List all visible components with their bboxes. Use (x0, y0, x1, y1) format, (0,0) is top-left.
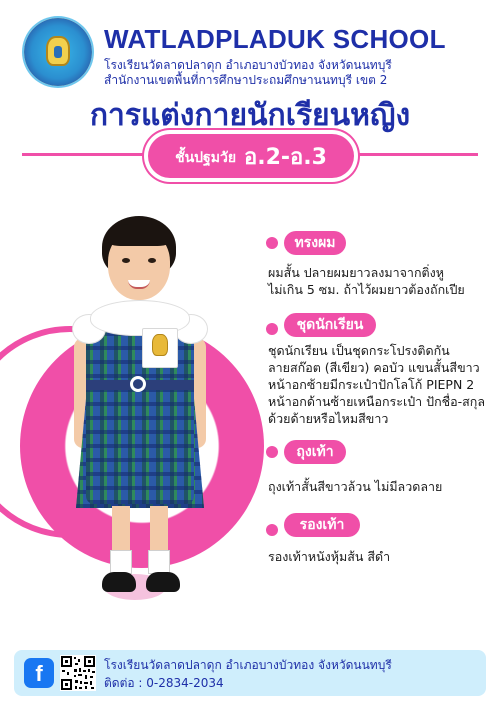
black-shoe-left (102, 572, 136, 592)
text-line: ผมสั้น ปลายผมยาวลงมาจากติ่งหู (268, 265, 444, 280)
level-banner-prefix: ชั้นปฐมวัย (175, 150, 237, 166)
text-line: รองเท้าหนังหุ้มส้น สีดำ (268, 549, 391, 564)
text-line: หน้าอกด้านซ้ายเหนือกระเป๋า ปักชื่อ-สกุล (268, 394, 486, 409)
section-label-hair: ทรงผม (284, 231, 346, 255)
section-text-hair (268, 264, 465, 298)
bullet-dot-icon (266, 524, 278, 536)
section-text-socks (268, 478, 442, 495)
text-line: ไม่เกิน 5 ซม. ถ้าไว้ผมยาวต้องถักเปีย (268, 282, 465, 297)
text-line: ชุดนักเรียน เป็นชุดกระโปรงติดกัน (268, 343, 450, 358)
section-label-shoes: รองเท้า (284, 513, 360, 537)
student-fringe (108, 224, 170, 246)
student-eye-left (122, 258, 130, 263)
facebook-icon[interactable]: f (24, 658, 54, 688)
pocket-logo-icon (152, 334, 168, 356)
school-district-office: สำนักงานเขตพื้นที่การศึกษาประถมศึกษานนทบุรี เขต 2 (104, 73, 388, 87)
student-photo (60, 210, 220, 610)
belt-buckle (130, 376, 146, 392)
section-text-uniform (268, 342, 485, 427)
qr-code-icon[interactable] (60, 655, 96, 691)
text-line: ลายสก๊อต (สีเขียว) คอบัว แขนสั้นสีขาว (268, 360, 480, 375)
section-label-uniform: ชุดนักเรียน (284, 313, 376, 337)
text-line: หน้าอกซ้ายมีกระเป๋าปักโลโก้ PIEPN 2 (268, 377, 475, 392)
footer-contact-bar (14, 650, 486, 696)
footer-school-address: โรงเรียนวัดลาดปลาดุก อำเภอบางบัวทอง จังหวัดนนทบุรี (104, 658, 392, 672)
section-text-shoes (268, 548, 390, 565)
level-banner-level: อ.2-อ.3 (244, 144, 327, 170)
footer-contact-phone: ติดต่อ : 0-2834-2034 (104, 676, 224, 690)
student-eye-right (148, 258, 156, 263)
bullet-dot-icon (266, 237, 278, 249)
school-name: WATLADPLADUK SCHOOL (104, 24, 446, 54)
page-title: การแต่งกายนักเรียนหญิง (89, 98, 411, 133)
black-shoe-right (146, 572, 180, 592)
white-sock-right (148, 550, 170, 574)
emblem-center (46, 36, 70, 66)
section-label-socks: ถุงเท้า (284, 440, 346, 464)
white-sock-left (110, 550, 132, 574)
school-address: โรงเรียนวัดลาดปลาดุก อำเภอบางบัวทอง จังหวัดนนทบุรี (104, 58, 392, 72)
text-line: ด้วยด้ายหรือไหมสีขาว (268, 411, 389, 426)
level-banner (148, 134, 354, 178)
text-line: ถุงเท้าสั้นสีขาวล้วน ไม่มีลวดลาย (268, 479, 443, 494)
bullet-dot-icon (266, 446, 278, 458)
school-emblem-icon (24, 18, 92, 86)
bullet-dot-icon (266, 323, 278, 335)
